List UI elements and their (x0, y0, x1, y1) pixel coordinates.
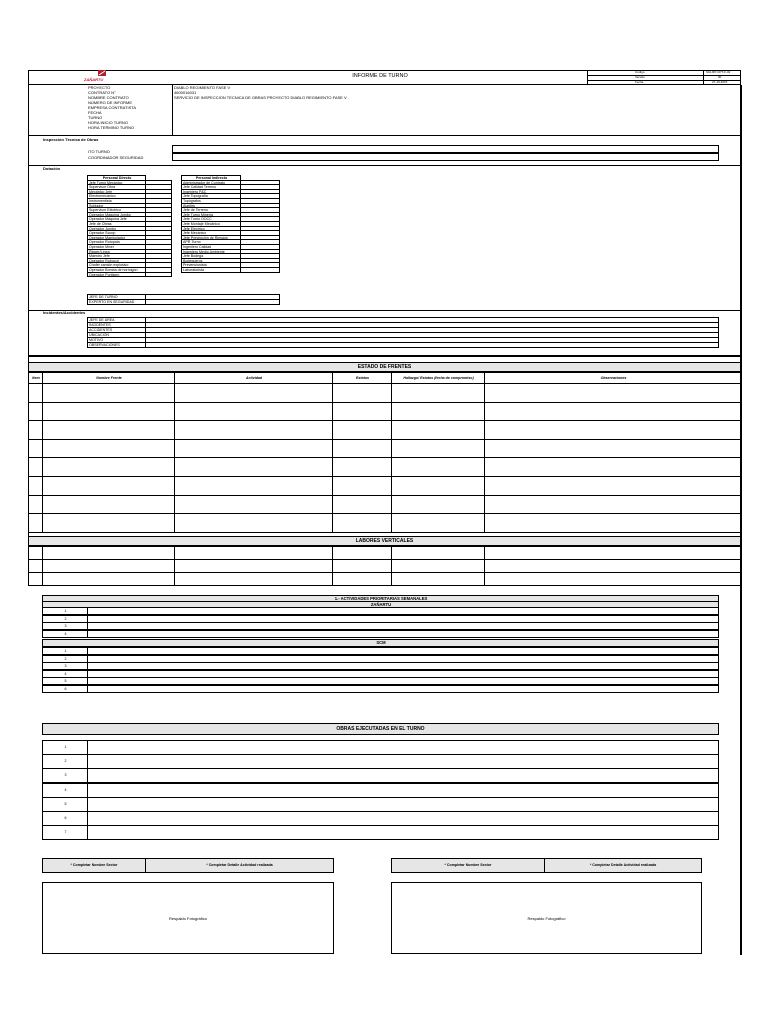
dotacion-row-label: Operador Máquina Jefe (87, 216, 146, 222)
actividades-title: 1.- ACTIVIDADES PRIORITARIAS SEMANALES (42, 595, 719, 602)
frentes-cell[interactable] (391, 476, 485, 496)
dotacion-row-label: Jefe Turno Mecánico (87, 180, 146, 186)
obra-row-value[interactable] (87, 740, 719, 755)
obra-row-number: 3 (42, 768, 88, 783)
dotacion-row-label: Ingeniero Medio Ambiente (181, 249, 241, 255)
actividades-group-scm: SCM (42, 639, 719, 647)
obras-title (42, 723, 719, 735)
frentes-cell[interactable] (332, 513, 392, 533)
frentes-cell[interactable] (174, 513, 333, 533)
dotacion-row-value[interactable] (145, 272, 172, 278)
dotacion-row-label: Mecánico Jefe (87, 189, 146, 195)
dotacion-row-label: Administrador de Contrato (181, 180, 241, 186)
dotacion-row-label: Jefe Turno Minería (181, 212, 241, 218)
frentes-cell[interactable] (484, 383, 742, 403)
dotacion-row-label: Supervisor Eléctrico (87, 207, 146, 213)
obra-row-number: 5 (42, 797, 88, 812)
frentes-cell[interactable] (42, 439, 175, 459)
frentes-cell[interactable] (332, 495, 392, 515)
dotacion-row-label: Prevencionista (181, 262, 241, 268)
labores-title (28, 536, 741, 546)
frentes-col-header: Hallazgo/ Estatus (fecha de compromiso) (391, 372, 485, 384)
foto-left-box[interactable] (42, 882, 334, 954)
dotacion-row-label: Rigger/Línea (87, 249, 146, 255)
foto-right-detalle: * Completar Detalle Actividad realizada (589, 863, 657, 867)
dotacion-row-label: Bodegueros (181, 258, 241, 264)
frentes-cell[interactable] (484, 495, 742, 515)
dotacion-row-label: Operador Máquina Jumbo (87, 212, 146, 218)
actividad-row-number: 4 (42, 670, 88, 678)
obra-row-value[interactable] (87, 768, 719, 783)
column-title: Personal Directo (87, 175, 146, 181)
project-label: PROYECTO (88, 85, 111, 90)
labores-cell[interactable] (391, 559, 485, 573)
labores-cell (28, 559, 43, 573)
frentes-cell[interactable] (484, 513, 742, 533)
foto-left-header (42, 858, 334, 873)
frentes-cell[interactable] (174, 420, 333, 440)
meta-label-0: Código (635, 70, 645, 74)
logo-text: ZAÑARTU (84, 77, 104, 82)
dotacion-extra-label: JEFE DE TURNO (87, 294, 146, 300)
frentes-cell[interactable] (42, 420, 175, 440)
incidente-label: JEFE DE ÁREA (87, 317, 146, 323)
frentes-col-header: Item (28, 372, 43, 384)
labores-cell[interactable] (391, 546, 485, 560)
coordinador-label: COORDINADOR SEGURIDAD (88, 155, 144, 160)
frentes-cell[interactable] (42, 383, 175, 403)
frentes-cell[interactable] (174, 439, 333, 459)
labores-cell[interactable] (42, 572, 175, 586)
foto-right-label: Respaldo Fotográfico (527, 916, 566, 921)
frentes-cell[interactable] (391, 439, 485, 459)
frentes-cell[interactable] (174, 383, 333, 403)
foto-left-sector: * Completar Nombre Sector (70, 863, 118, 867)
dotacion-row-label: Operador Robocut (87, 258, 146, 264)
frentes-cell[interactable] (174, 476, 333, 496)
project-label: NOMBRE CONTRATO (88, 95, 129, 100)
actividad-row-value[interactable] (87, 685, 719, 693)
dotacion-row-label: Supervisor Obra (87, 184, 146, 190)
obra-row-value[interactable] (87, 811, 719, 826)
obra-row-number: 6 (42, 811, 88, 826)
actividad-row-number: 2 (42, 615, 88, 623)
company-logo (80, 70, 130, 84)
obra-row-number: 2 (42, 754, 88, 769)
labores-cell[interactable] (484, 559, 742, 573)
dotacion-row-label: Jefe Topografía (181, 193, 241, 199)
frentes-cell[interactable] (484, 476, 742, 496)
labores-cell[interactable] (174, 546, 333, 560)
page-title: INFORME DE TURNO (352, 73, 408, 79)
project-value[interactable]: DIABLO REGIMIENTO FASE V (174, 85, 231, 90)
labores-cell[interactable] (332, 572, 392, 586)
actividad-row-number: 6 (42, 685, 88, 693)
column-title: Personal Indirecto (181, 175, 241, 181)
incidente-label: MOTIVO (87, 337, 146, 343)
project-label: NÚMERO DE INFORME (88, 100, 132, 105)
actividad-row-number: 1 (42, 607, 88, 615)
labores-cell[interactable] (484, 546, 742, 560)
dotacion-row-label: Operador Bomba de hormigón (87, 267, 146, 273)
dotacion-row-label: Ingeniero P&C (181, 189, 241, 195)
obra-row-number: 1 (42, 740, 88, 755)
dotacion-row-label: Operador Manipulador (87, 235, 146, 241)
labores-cell[interactable] (174, 559, 333, 573)
obra-row-value[interactable] (87, 783, 719, 798)
foto-right-box[interactable] (391, 882, 702, 954)
foto-left-label: Respaldo Fotográfico (168, 916, 208, 921)
frentes-cell[interactable] (42, 457, 175, 477)
project-label: HORA TERMINO TURNO (88, 125, 135, 130)
frentes-cell[interactable] (484, 402, 742, 422)
dotacion-title: Dotación (43, 166, 61, 171)
labores-cell[interactable] (332, 546, 392, 560)
project-label: EMPRESA CONTRATISTA (88, 105, 137, 110)
dotacion-row-label: Jefe Eléctrico (181, 226, 241, 232)
dotacion-row-label: Jefe Prevención de Riesgos (181, 235, 241, 241)
frentes-cell[interactable] (391, 402, 485, 422)
frentes-cell (28, 495, 43, 515)
frentes-cell[interactable] (174, 457, 333, 477)
frentes-title-text: ESTADO DE FRENTES (357, 364, 412, 370)
dotacion-row-label: Jefe Calidad Terreno (181, 184, 241, 190)
coordinador-field[interactable] (172, 153, 719, 161)
frentes-cell[interactable] (42, 402, 175, 422)
dotacion-row-label: Instrumentista (87, 198, 146, 204)
frentes-cell[interactable] (174, 495, 333, 515)
frentes-title (28, 362, 741, 372)
frentes-cell[interactable] (332, 402, 392, 422)
obras-title-text: OBRAS EJECUTADAS EN EL TURNO (336, 726, 425, 732)
frentes-cell[interactable] (332, 457, 392, 477)
project-label: CONTRATO N° (88, 90, 116, 95)
frentes-cell[interactable] (42, 476, 175, 496)
frentes-cell (28, 439, 43, 459)
inspection-title: Inspección Técnica de Obras (43, 137, 99, 142)
dotacion-row-label: Operador Portisem (87, 272, 146, 278)
frentes-cell[interactable] (42, 513, 175, 533)
frentes-cell (28, 383, 43, 403)
frentes-cell (28, 476, 43, 496)
dotacion-row-value[interactable] (240, 267, 280, 273)
frentes-cell (28, 513, 43, 533)
labores-cell[interactable] (174, 572, 333, 586)
dotacion-row-label: Jefe Montaje Mecánico (181, 221, 241, 227)
labores-cell[interactable] (391, 572, 485, 586)
frentes-cell[interactable] (484, 439, 742, 459)
dotacion-row-label: Electromecánico (87, 193, 146, 199)
labores-cell[interactable] (42, 559, 175, 573)
incidente-label: ACCIDENTES (87, 327, 146, 333)
labores-cell[interactable] (484, 572, 742, 586)
foto-left-detalle: * Completar Detalle Actividad realizada (206, 863, 273, 867)
obra-row-number: 4 (42, 783, 88, 798)
dotacion-row-label: Operador Jumbo (87, 226, 146, 232)
project-value[interactable]: SERVICIO DE INSPECCION TECNICA DE OBRAS PROYECTO DIABLO REGIMIENTO FASE V (174, 95, 347, 100)
foto-right-header (391, 858, 702, 873)
actividad-row-value[interactable] (87, 630, 719, 638)
incidentes-title: Incidentes/Accidentes (43, 310, 86, 315)
frentes-cell[interactable] (42, 495, 175, 515)
dotacion-row-label: Jefe Mecánico (181, 230, 241, 236)
foto-right-sector: * Completar Nombre Sector (444, 863, 492, 867)
frentes-cell[interactable] (332, 476, 392, 496)
ito-turno-field[interactable] (172, 145, 719, 153)
meta-value-2: 27-10-2015 (712, 80, 728, 84)
labores-cell[interactable] (332, 559, 392, 573)
dotacion-row-label: Jefe de Obras (87, 221, 146, 227)
dotacion-row-label: Ingeniero Calidad (181, 244, 241, 250)
meta-value-1: 00 (718, 75, 722, 79)
frentes-cell[interactable] (391, 513, 485, 533)
frentes-col-header: Actividad (174, 372, 333, 384)
dotacion-row-label: Jefe Bodega (181, 253, 241, 259)
obra-row-value[interactable] (87, 797, 719, 812)
dotacion-row-label: Soldador (87, 203, 146, 209)
labores-cell[interactable] (42, 546, 175, 560)
incidente-label: INCIDENTES (87, 322, 146, 328)
actividades-group-zanartu: ZAÑARTU (42, 601, 719, 608)
dotacion-row-label: Operador Mixer (87, 244, 146, 250)
actividad-row-number: 5 (42, 677, 88, 685)
actividad-row-number: 4 (42, 630, 88, 638)
dotacion-row-label: Operador Rotopala (87, 239, 146, 245)
frentes-cell[interactable] (174, 402, 333, 422)
labores-cell (28, 572, 43, 586)
ito-turno-label: ITO TURNO (88, 149, 110, 154)
actividad-row-number: 1 (42, 647, 88, 655)
frentes-col-header: Estatus (332, 372, 392, 384)
incidente-value[interactable] (145, 342, 719, 348)
frentes-cell[interactable] (332, 383, 392, 403)
actividad-row-number: 2 (42, 655, 88, 663)
dotacion-row-label: Topógrafos (181, 198, 241, 204)
meta-label-2: Fecha (635, 80, 644, 84)
frentes-cell[interactable] (391, 420, 485, 440)
meta-label-1: Versión (635, 75, 646, 79)
dotacion-row-label: Maestro Jefe (87, 253, 146, 259)
labores-cell (28, 546, 43, 560)
project-value[interactable]: 4600016031 (174, 90, 197, 95)
frentes-cell[interactable] (484, 420, 742, 440)
frentes-cell[interactable] (391, 383, 485, 403)
frentes-cell[interactable] (391, 495, 485, 515)
frentes-cell[interactable] (391, 457, 485, 477)
frentes-col-header: Nombre Frente (42, 372, 175, 384)
dotacion-row-label: APR Turno (181, 239, 241, 245)
dotacion-row-label: Operador Scoop (87, 230, 146, 236)
labores-title-text: LABORES VERTICALES (355, 538, 414, 544)
frentes-cell (28, 457, 43, 477)
project-label: FECHA (88, 110, 102, 115)
frentes-col-header: Observaciones (484, 372, 742, 384)
incidente-label: UBICACIÓN (87, 332, 146, 338)
obra-row-value[interactable] (87, 754, 719, 769)
obra-row-value[interactable] (87, 825, 719, 840)
dotacion-row-label: Jefe Turno OOCC (181, 216, 241, 222)
frentes-cell (28, 402, 43, 422)
dotacion-row-label: Jefe de Terreno (181, 207, 241, 213)
dotacion-extra-value[interactable] (145, 299, 280, 305)
meta-value-0: SGI-RP-CPT-F-02 (706, 70, 731, 74)
project-label: TURNO (88, 115, 103, 120)
dotacion-row-label: Alarifes (181, 203, 241, 209)
incidente-label: OBSERVACIONES (87, 342, 146, 348)
frentes-cell[interactable] (484, 457, 742, 477)
actividad-row-number: 3 (42, 662, 88, 670)
dotacion-extra-label: EXPERTO EN SEGURIDAD (87, 299, 146, 305)
dotacion-row-label: Laboratorista (181, 267, 241, 273)
obra-row-number: 7 (42, 825, 88, 840)
frentes-cell[interactable] (332, 439, 392, 459)
frentes-cell (28, 420, 43, 440)
frentes-cell[interactable] (332, 420, 392, 440)
dotacion-row-label: Chofer camión explosivo (87, 262, 146, 268)
project-label: HORA INICIO TURNO (88, 120, 128, 125)
actividad-row-number: 3 (42, 622, 88, 630)
